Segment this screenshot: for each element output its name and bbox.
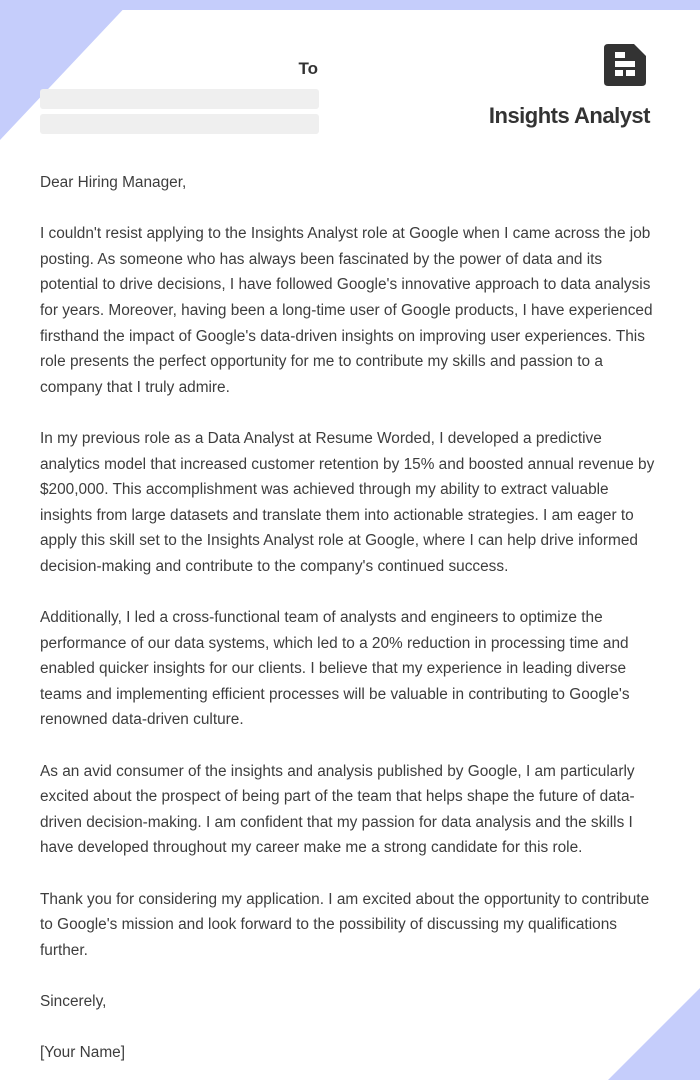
letter-paragraph: As an avid consumer of the insights and analysis published by Google, I am particularly excited about the prospect of being part of the team that helps shape the future of data-driven decision-making. I am confident that my passion for data analysis and the skills I have developed throughout my career make me a strong candidate for this role. — [40, 762, 635, 857]
job-title: Insights Analyst — [488, 103, 650, 128]
document-icon — [604, 44, 646, 86]
signature-placeholder: [Your Name] — [40, 1044, 125, 1062]
letter-paragraph: Additionally, I led a cross-functional team of analysts and engineers to optimize the performance of our data systems, which led to a 20% reduction in processing time and enabled quicker insights for our clients. I believe that my experience in leading diverse teams and implementing efficient processes will be valuable in contributing to Google's renowned data-driven culture. — [40, 609, 630, 729]
letter-body — [40, 170, 662, 1066]
recipient-address-placeholder — [40, 114, 319, 134]
letter-paragraph: In my previous role as a Data Analyst at Resume Worded, I developed a predictive analytics model that increased customer retention by 15% and boosted annual revenue by $200,000. This accomplishment was achieved through my ability to extract valuable insights from large datasets and translate them into actionable strategies. I am eager to apply this skill set to the Insights Analyst role at Google, where I can help drive informed decision-making and contribute to the company's continued success. — [40, 429, 655, 575]
letter-paragraph: Thank you for considering my application. I am excited about the opportunity to contribute to Google's mission and look forward to the possibility of discussing my qualifications further. — [40, 890, 650, 959]
letter-paragraph: I couldn't resist applying to the Insights Analyst role at Google when I came across the job posting. As someone who has always been fascinated by the power of data and its potential to drive decisions, I have followed Google's innovative approach to data analysis for years. Moreover, having been a long-time user of Google products, I have experienced firsthand the impact of Google's data-driven insights on improving user experiences. This role presents the perfect opportunity for me to contribute my skills and passion to a company that I truly admire. — [40, 225, 653, 396]
salutation: Dear Hiring Manager, — [40, 174, 187, 191]
closing: Sincerely, — [40, 993, 107, 1010]
top-edge-decoration — [0, 0, 700, 10]
recipient-name-placeholder — [40, 89, 319, 109]
recipient-label: To — [298, 59, 318, 78]
